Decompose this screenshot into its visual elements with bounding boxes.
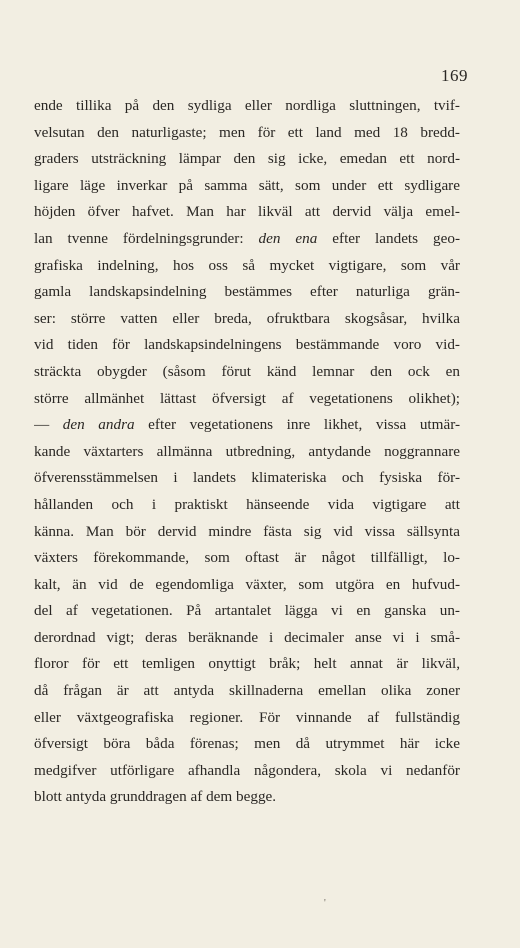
text-run: känna. Man bör dervid mindre fästa sig vid vissa sällsynta (34, 522, 460, 540)
text-line (34, 279, 460, 306)
text-run: ser: större vatten eller breda, ofruktbara skogsåsar, hvilka (34, 309, 460, 327)
text-run: medgifver utförligare afhandla någondera, skola vi nedanför (34, 761, 460, 779)
text-line (34, 705, 460, 732)
text-run: blott antyda grunddragen af dem begge. (34, 788, 277, 806)
text-line (34, 412, 460, 439)
text-run: öfversigt böra båda förenas; men då utrymmet här icke (34, 735, 460, 753)
stray-ink-mark: ' (324, 898, 326, 909)
page-number: 169 (441, 66, 468, 85)
text-line (34, 731, 460, 758)
text-run: efter landets geo- (317, 229, 460, 247)
text-line (34, 572, 460, 599)
text-run: gamla landskapsindelning bestämmes efter naturliga grän- (34, 283, 460, 301)
text-run: hållanden och i praktiskt hänseende vida vigtigare att (34, 495, 460, 513)
text-run: vid tiden för landskapsindelningens bestämmande voro vid- (34, 336, 460, 354)
text-line (34, 199, 460, 226)
text-run: växters förekommande, som oftast är något tillfälligt, lo- (34, 549, 460, 567)
body-text (34, 93, 460, 811)
text-line (34, 439, 460, 466)
text-line (34, 253, 460, 280)
text-line (34, 678, 460, 705)
text-line (34, 784, 460, 811)
text-run: floror för ett temligen onyttigt bråk; helt annat är likväl, (34, 655, 460, 673)
text-run: öfverensstämmelsen i landets klimateriska och fysiska för- (34, 469, 460, 487)
text-run: efter vegetationens inre likhet, vissa utmär- (134, 416, 460, 434)
text-run: lan tvenne fördelningsgrunder: (34, 229, 259, 247)
text-run: del af vegetationen. På artantalet lägga vi en ganska un- (34, 602, 460, 620)
text-line (34, 146, 460, 173)
text-line (34, 545, 460, 572)
text-run: då frågan är att antyda skillnaderna emellan olika zoner (34, 682, 460, 700)
text-line (34, 359, 460, 386)
text-line (34, 758, 460, 785)
text-line (34, 226, 460, 253)
italic-term: den ena (258, 229, 318, 247)
text-run: eller växtgeografiska regioner. För vinnande af fullständig (34, 708, 460, 726)
text-run: ende tillika på den sydliga eller nordliga sluttningen, tvif- (34, 97, 460, 114)
italic-term: den andra (62, 416, 135, 434)
text-line (34, 465, 460, 492)
text-run: velsutan den naturligaste; men för ett land med 18 bredd- (34, 123, 460, 141)
text-run: — (34, 416, 63, 434)
text-line (34, 651, 460, 678)
text-run: grafiska indelning, hos oss så mycket vigtigare, som vår (34, 256, 460, 274)
text-line (34, 120, 460, 147)
text-run: större allmänhet lättast öfversigt af vegetationens olikhet); (34, 389, 460, 407)
text-run: derordnad vigt; deras beräknande i decimaler anse vi i små- (34, 628, 460, 646)
text-run: höjden öfver hafvet. Man har likväl att dervid välja emel- (34, 203, 460, 221)
text-run: ligare läge inverkar på samma sätt, som under ett sydligare (34, 176, 460, 194)
text-run: kande växtarters allmänna utbredning, antydande noggrannare (34, 442, 460, 460)
text-line (34, 519, 460, 546)
text-line (34, 93, 460, 120)
text-line (34, 386, 460, 413)
text-line (34, 625, 460, 652)
text-line (34, 332, 460, 359)
text-line (34, 173, 460, 200)
text-run: kalt, än vid de egendomliga växter, som utgöra en hufvud- (34, 575, 460, 593)
text-run: sträckta obygder (såsom förut känd lemnar den ock en (34, 362, 460, 380)
text-run: graders utsträckning lämpar den sig icke, emedan ett nord- (34, 150, 460, 168)
text-line (34, 598, 460, 625)
text-line (34, 492, 460, 519)
text-line (34, 306, 460, 333)
